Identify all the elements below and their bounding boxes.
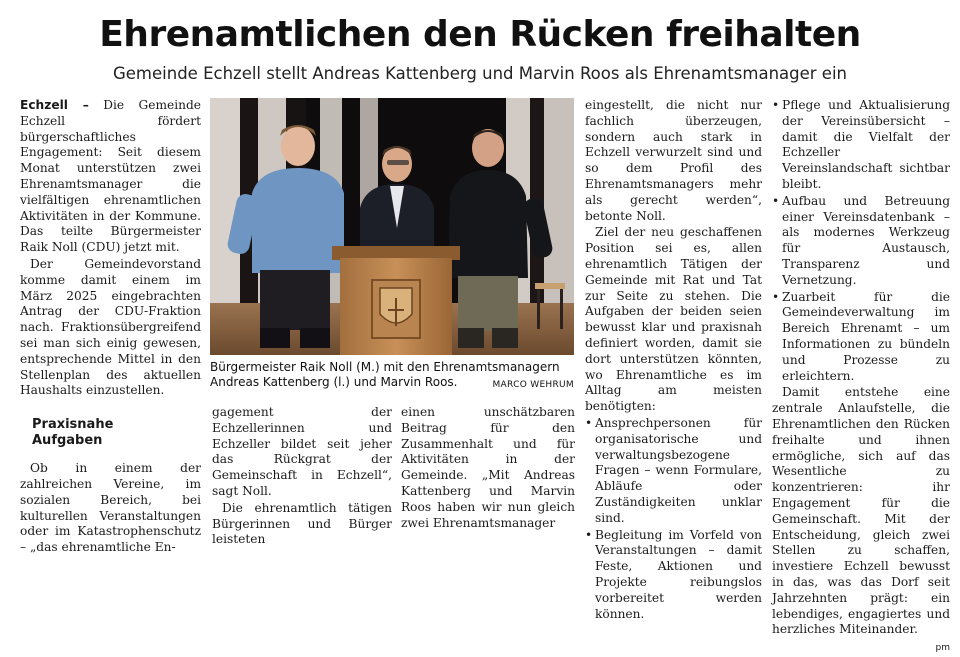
signature: pm [935, 643, 950, 654]
paragraph [20, 98, 201, 256]
bullet-item: • Ansprechpersonen für organisatorische und verwaltungsbezogene Fragen – wenn Formulare, Abläufe oder Zuständigkeiten unklar sind. [585, 416, 762, 527]
article-photo [210, 98, 574, 355]
caption-text: Bürgermeister Raik Noll (M.) mit den Ehrenamtsmanagern Andreas Kattenberg (l.) und Marvin Roos. [210, 360, 560, 389]
bullet-item: • Aufbau und Betreuung einer Vereinsdatenbank – als modernes Werkzeug für Austausch, Transparenz und Vernetzung. [772, 194, 950, 289]
column-2 [212, 405, 392, 549]
paragraph: einen unschätzbaren Beitrag für den Zusammenhalt und für Aktivitäten in der Gemeinde. „Mit Andreas Kattenberg und Marvin Roos haben wir nun gleich zwei Ehrenamtsmanager [401, 405, 575, 530]
column-3 [401, 405, 575, 532]
photo-caption [210, 360, 574, 393]
paragraph: gagement der Echzellerinnen und Echzeller bildet seit jeher das Rückgrat der Gemeinschaft in Echzell“, sagt Noll. [212, 405, 392, 498]
column-5 [772, 98, 950, 657]
paragraph: eingestellt, die nicht nur fachlich überzeugen, sondern auch stark in Echzell verwurzelt sind und so dem Profil des Ehrenamtsmanagers mehr als gerecht werden“, betonte Noll. [585, 98, 762, 223]
column-4 [585, 98, 762, 623]
paragraph: Der Gemeindevorstand komme damit einem im März 2025 eingebrachten Antrag der CDU-Fraktion nach. Fraktionsübergreifend sei man sich einig gewesen, entsprechende Mittel in den Stellenplan des aktuellen Haushalts einzustellen. [20, 256, 201, 398]
paragraph: Ziel der neu geschaffenen Position sei es, allen ehrenamtlich Tätigen der Gemeinde mit Rat und Tat zur Seite zu stehen. Die Aufgaben der beiden seien bewusst klar und praxisnah definiert worden, damit sie dort unterstützen könnten, wo Ehrenamtliche es im Alltag am meisten benötigten: [585, 225, 762, 414]
headline: Ehrenamtlichen den Rücken freihalten [99, 14, 861, 55]
bullet-item: • Begleitung im Vorfeld von Veranstaltungen – damit Feste, Aktionen und Projekte reibungslos vorbereitet werden können. [585, 528, 762, 623]
column-1 [20, 98, 201, 557]
subheadline: Gemeinde Echzell stellt Andreas Kattenberg und Marvin Roos als Ehrenamtsmanager ein [113, 64, 847, 83]
paragraph-text: Die Gemeinde Echzell fördert bürgerschaftliches Engagement: Seit diesem Monat unterstützen zwei Ehrenamtsmanager die vielfältigen ehrenamtlichen Aktivitäten in der Kommune. Das teilte Bürgermeister Raik Noll (CDU) jetzt mit. [20, 98, 201, 255]
paragraph: Die ehrenamtlich tätigen Bürgerinnen und Bürger leisteten [212, 500, 392, 547]
bullet-item: • Zuarbeit für die Gemeindeverwaltung im Bereich Ehrenamt – um Informationen zu bündeln und Prozesse zu erleichtern. [772, 290, 950, 385]
bullet-item: • Pflege und Aktualisierung der Vereinsübersicht – damit die Vielfalt der Echzeller Vereinslandschaft sichtbar bleibt. [772, 98, 950, 193]
subhead: Praxisnahe Aufgaben [32, 417, 114, 449]
paragraph: Damit entstehe eine zentrale Anlaufstelle, die Ehrenamtlichen den Rücken freihalte und ihnen ermögliche, sich auf das Wesentliche zu konzentrieren: ihr Engagement für die Gemeinschaft. Mit der Entscheidung, gleich zwei Stellen zu schaffen, investiere Echzell bewusst in das, was das Dorf seit Jahrzehnten prägt: ein lebendiges, engagiertes und herzliches Miteinander. [772, 385, 950, 637]
paragraph: Ob in einem der zahlreichen Vereine, im sozialen Bereich, bei kulturellen Veranstaltungen oder im Katastrophenschutz – „das ehrenamtliche En- [20, 461, 201, 555]
dateline: Echzell – [20, 98, 89, 112]
photo-credit: MARCO WEHRUM [492, 380, 574, 390]
